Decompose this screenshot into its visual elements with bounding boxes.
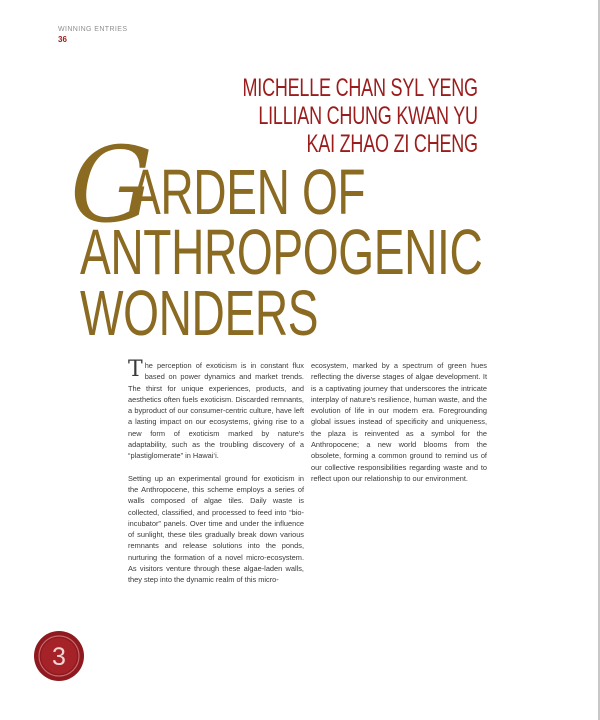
paragraph-text: he perception of exoticism is in constant flux based on power dynamics and market trends. The thirst for unique experiences, products, and aesthetics often fuels exoticism. Discarded remnants, a byproduct of our consumer-centric culture, have left a lasting impact on our ecosystems, giving rise to a new form of exoticism marked by nature's adaptability, such as the troubling discovery of a “plastiglomerate” in Hawai‘i. — [128, 361, 304, 461]
body-paragraph: ecosystem, marked by a spectrum of green hues reflecting the diverse stages of algae development. It is a captivating journey that underscores the intricate interplay of nature's resilience, human waste, and the evolution of life in our modern era. Foregrounding global issues instead of specificity and uniqueness, the plaza is reinvented as a symbol for the Anthropocene; a new world blooms from the obsolete, forming a common ground to remind us of our collective responsibilities regarding waste and to reflect upon our relationship to our environment. — [311, 361, 487, 483]
section-label: WINNING ENTRIES — [58, 26, 128, 33]
page-number: 36 — [58, 35, 67, 44]
wax-seal-badge — [33, 630, 85, 682]
title-initial: G — [70, 124, 154, 246]
title-line-2: ANTHROPOGENIC — [80, 216, 483, 288]
title-line-1: ARDEN OF — [130, 156, 366, 228]
body-column-left — [128, 357, 304, 597]
author-name: KAI ZHAO ZI CHENG — [306, 130, 478, 158]
title-line-3: WONDERS — [80, 277, 319, 349]
drop-cap: T — [128, 357, 143, 382]
body-column-right — [311, 360, 487, 495]
body-paragraph: Setting up an experimental ground for exoticism in the Anthropocene, this scheme employs a series of walls composed of algae tiles. Daily waste is collected, classified, and processed to feed into “bio-incubator” panels. Over time and under the influence of sunlight, these tiles gradually break down various remnants and release solutions into the ponds, nurturing the formation of a novel micro-ecosystem. As visitors venture through these algae-laden walls, they step into the dynamic realm of this micro- — [128, 473, 304, 585]
author-name: LILLIAN CHUNG KWAN YU — [258, 102, 478, 130]
body-paragraph — [128, 357, 304, 462]
article-title — [70, 124, 530, 350]
author-name: MICHELLE CHAN SYL YENG — [242, 74, 478, 102]
seal-number: 3 — [52, 643, 66, 671]
